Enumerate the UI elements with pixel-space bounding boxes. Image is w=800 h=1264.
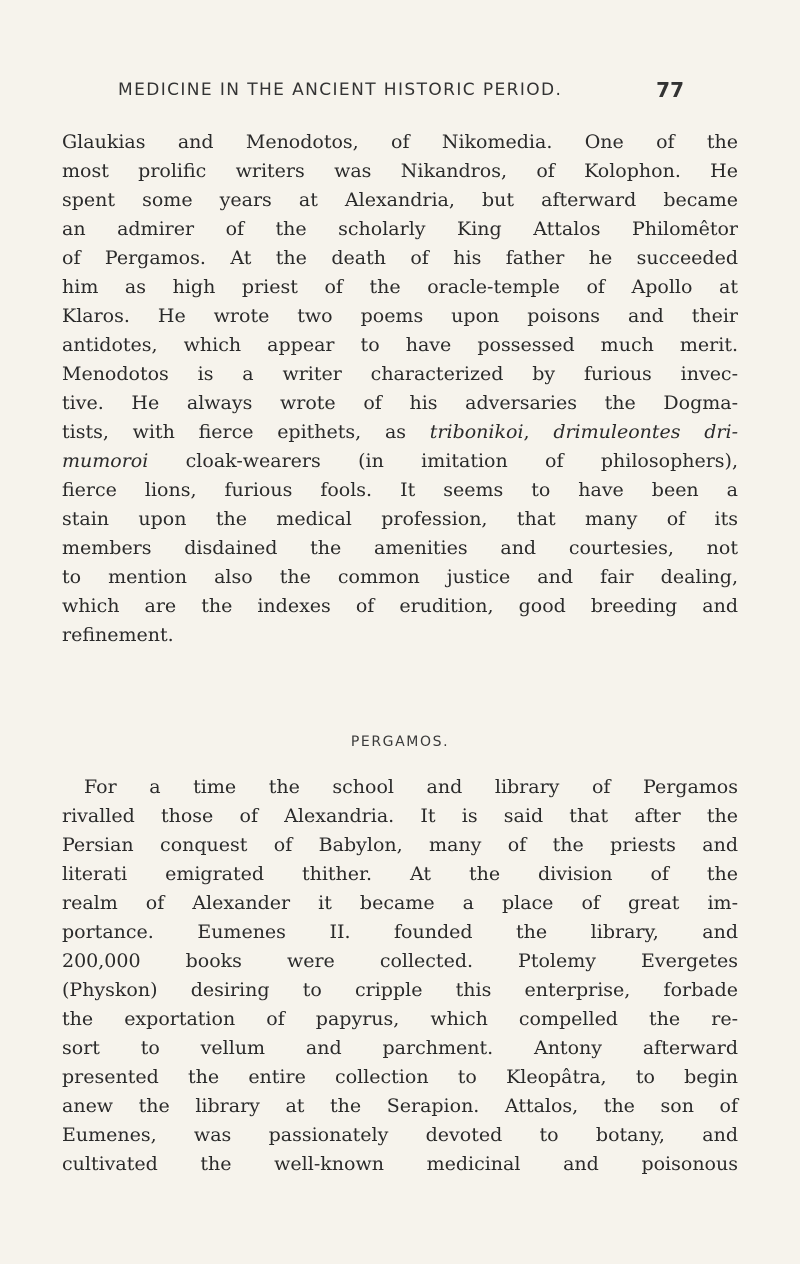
text-line: an admirer of the scholarly King Attalos Philomêtor [62,218,738,240]
italic-term-drimuleontes: drimuleontes dri- [553,421,738,443]
italic-term-mumoroi: mumoroi [62,450,149,472]
text-line: Glaukias and Menodotos, of Nikomedia. One of the [62,131,738,153]
text-line: spent some years at Alexandria, but afterward became [62,189,738,211]
text-line: (Physkon) desiring to cripple this enterprise, forbade [62,979,738,1001]
running-title: MEDICINE IN THE ANCIENT HISTORIC PERIOD. [118,80,563,100]
running-head [118,80,684,108]
text-line: most prolific writers was Nikandros, of Kolophon. He [62,160,738,182]
text-line: anew the library at the Serapion. Attalos, the son of [62,1095,738,1117]
text-line: to mention also the common justice and fair dealing, [62,566,738,588]
text-span: tists, with fierce epithets, as [62,421,430,443]
section-heading: PERGAMOS. [350,734,450,750]
text-line: Klaros. He wrote two poems upon poisons and their [62,305,738,327]
text-line: fierce lions, furious fools. It seems to have been a [62,479,738,501]
text-line: members disdained the amenities and courtesies, not [62,537,738,559]
text-line: presented the entire collection to Kleopâtra, to begin [62,1066,738,1088]
text-line: tive. He always wrote of his adversaries the Dogma- [62,392,738,414]
text-line: which are the indexes of erudition, good breeding and [62,595,738,617]
text-line: literati emigrated thither. At the division of the [62,863,738,885]
text-line: him as high priest of the oracle-temple of Apollo at [62,276,738,298]
text-line: 200,000 books were collected. Ptolemy Evergetes [62,950,738,972]
text-span: , [523,421,554,443]
text-line: antidotes, which appear to have possessed much merit. [62,334,738,356]
text-span: cloak-wearers (in imitation of philosophers), [148,450,738,472]
text-line: Menodotos is a writer characterized by furious invec- [62,363,738,385]
page-number: 77 [656,78,684,102]
text-line: portance. Eumenes II. founded the library, and [62,921,738,943]
text-line: realm of Alexander it became a place of great im- [62,892,738,914]
text-line: stain upon the medical profession, that many of its [62,508,738,530]
text-line-with-italics [62,447,738,475]
text-line: Persian conquest of Babylon, many of the priests and [62,834,738,856]
text-line: sort to vellum and parchment. Antony afterward [62,1037,738,1059]
text-line-with-italics [62,418,738,446]
text-line: cultivated the well-known medicinal and poisonous [62,1153,738,1175]
text-line: Eumenes, was passionately devoted to botany, and [62,1124,738,1146]
text-line: rivalled those of Alexandria. It is said that after the [62,805,738,827]
text-line: For a time the school and library of Pergamos [84,776,738,798]
text-line: of Pergamos. At the death of his father he succeeded [62,247,738,269]
text-line: refinement. [62,624,174,646]
italic-term-tribonikoi: tribonikoi [429,421,524,443]
text-line: the exportation of papyrus, which compelled the re- [62,1008,738,1030]
